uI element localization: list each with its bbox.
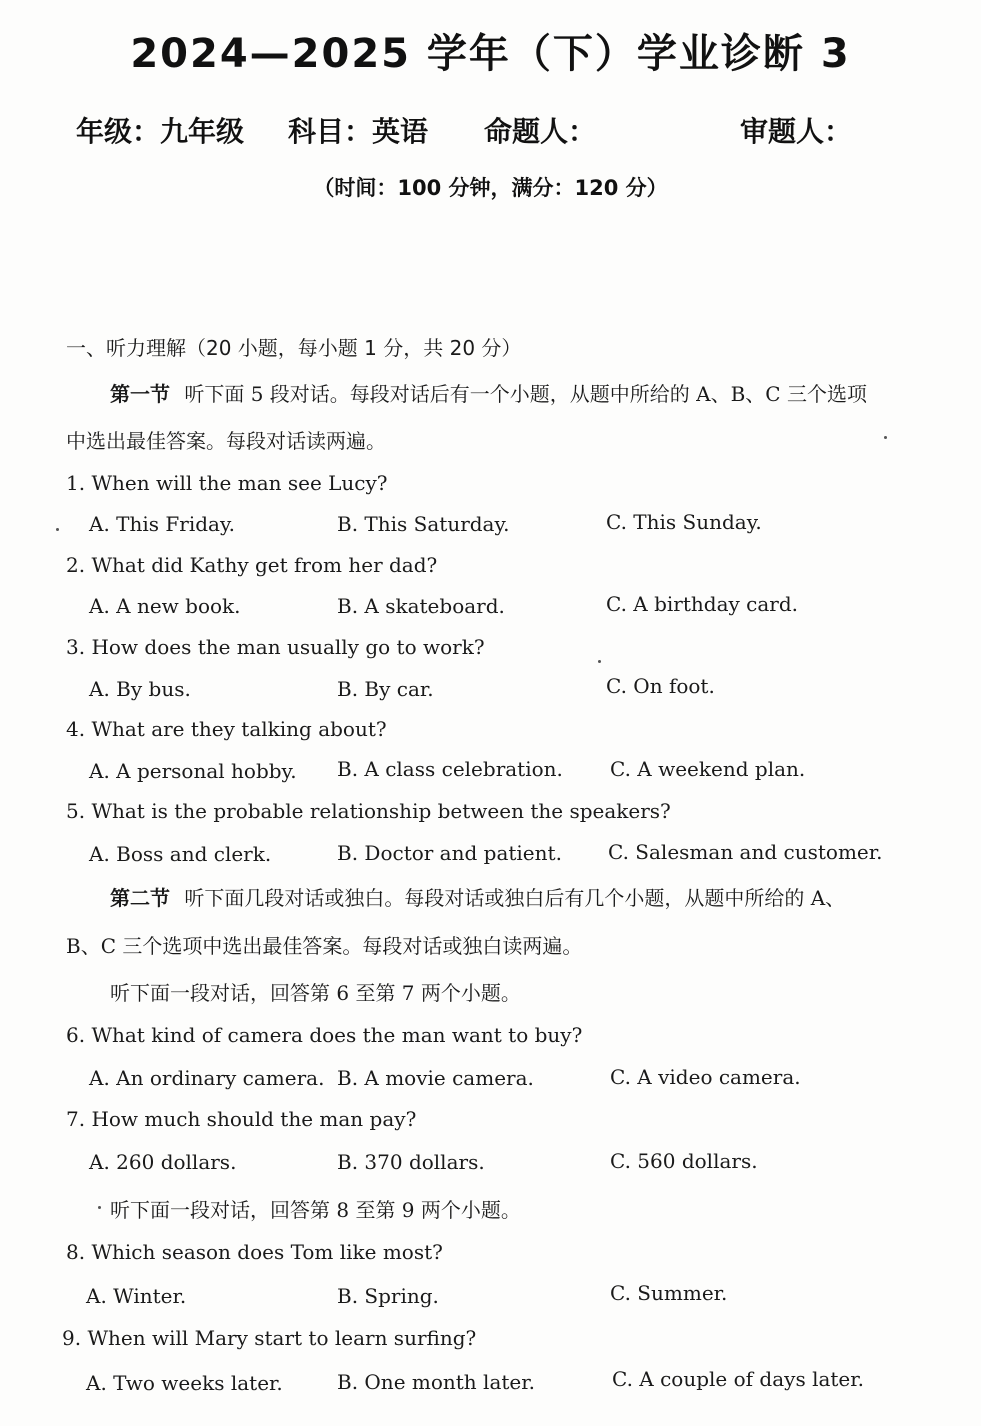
q3-option-b: B. By car. [337,677,434,701]
q4-option-a: A. A personal hobby. [89,759,297,783]
q8-option-b: B. Spring. [337,1284,439,1308]
q6-option-b: B. A movie camera. [337,1066,534,1090]
q5-option-c: C. Salesman and customer. [608,840,883,864]
q2-option-b: B. A skateboard. [337,594,505,618]
time-info: （时间：100 分钟，满分：120 分） [313,176,668,200]
question-9: 9. When will Mary start to learn surfing? [62,1326,477,1350]
q5-option-b: B. Doctor and patient. [337,841,562,865]
q6-option-a: A. An ordinary camera. [89,1066,325,1090]
question-7: 7. How much should the man pay? [66,1107,417,1131]
q4-option-c: C. A weekend plan. [610,757,806,781]
part2-instruction-line1 [110,882,845,911]
q1-option-c: C. This Sunday. [606,510,762,534]
q5-option-a: A. Boss and clerk. [89,842,272,866]
part2-label: 第二节 [110,886,170,910]
q9-option-b: B. One month later. [337,1370,535,1394]
question-5: 5. What is the probable relationship between the speakers? [66,799,671,823]
scan-speck [884,436,887,439]
question-4: 4. What are they talking about? [66,717,387,741]
question-6: 6. What kind of camera does the man want to buy? [66,1023,583,1047]
setter-label: 命题人： [484,115,597,148]
q9-option-a: A. Two weeks later. [86,1371,283,1395]
part2-instruction-line2: B、C 三个选项中选出最佳答案。每段对话或独白读两遍。 [66,934,583,958]
q7-option-a: A. 260 dollars. [89,1150,237,1174]
part1-instruction-line2: 中选出最佳答案。每段对话读两遍。 [66,429,386,453]
q3-option-a: A. By bus. [89,677,191,701]
part2-text-1: 听下面几段对话或独白。每段对话或独白后有几个小题，从题中所给的 A、 [184,886,846,910]
q7-option-b: B. 370 dollars. [337,1150,485,1174]
q6-option-c: C. A video camera. [610,1065,801,1089]
section-heading: 一、听力理解（20 小题，每小题 1 分，共 20 分） [66,336,522,360]
q1-option-b: B. This Saturday. [337,512,510,536]
q8-option-c: C. Summer. [610,1281,728,1305]
q8-option-a: A. Winter. [86,1284,187,1308]
question-8: 8. Which season does Tom like most? [66,1240,443,1264]
question-2: 2. What did Kathy get from her dad? [66,553,438,577]
instruction-q8-q9: 听下面一段对话，回答第 8 至第 9 两个小题。 [110,1198,521,1222]
q2-option-a: A. A new book. [89,594,241,618]
q3-option-c: C. On foot. [606,674,715,698]
exam-title: 2024—2025 学年（下）学业诊断 3 [130,31,851,77]
q9-option-c: C. A couple of days later. [612,1367,864,1391]
q7-option-c: C. 560 dollars. [610,1149,758,1173]
reviewer-label: 审题人： [740,115,853,148]
subject-label: 科目：英语 [288,115,429,148]
part1-text-1: 听下面 5 段对话。每段对话后有一个小题，从题中所给的 A、B、C 三个选项 [184,382,867,406]
question-3: 3. How does the man usually go to work? [66,635,485,659]
q4-option-b: B. A class celebration. [337,757,563,781]
part1-instruction-line1 [110,378,867,407]
part1-label: 第一节 [110,382,170,406]
grade-label: 年级：九年级 [76,115,245,148]
instruction-q6-q7: 听下面一段对话，回答第 6 至第 7 两个小题。 [110,981,521,1005]
scan-speck [98,1206,101,1209]
scan-speck [56,528,59,531]
q2-option-c: C. A birthday card. [606,592,799,616]
scan-speck [598,660,601,663]
q1-option-a: A. This Friday. [89,512,235,536]
question-1: 1. When will the man see Lucy? [66,471,388,495]
